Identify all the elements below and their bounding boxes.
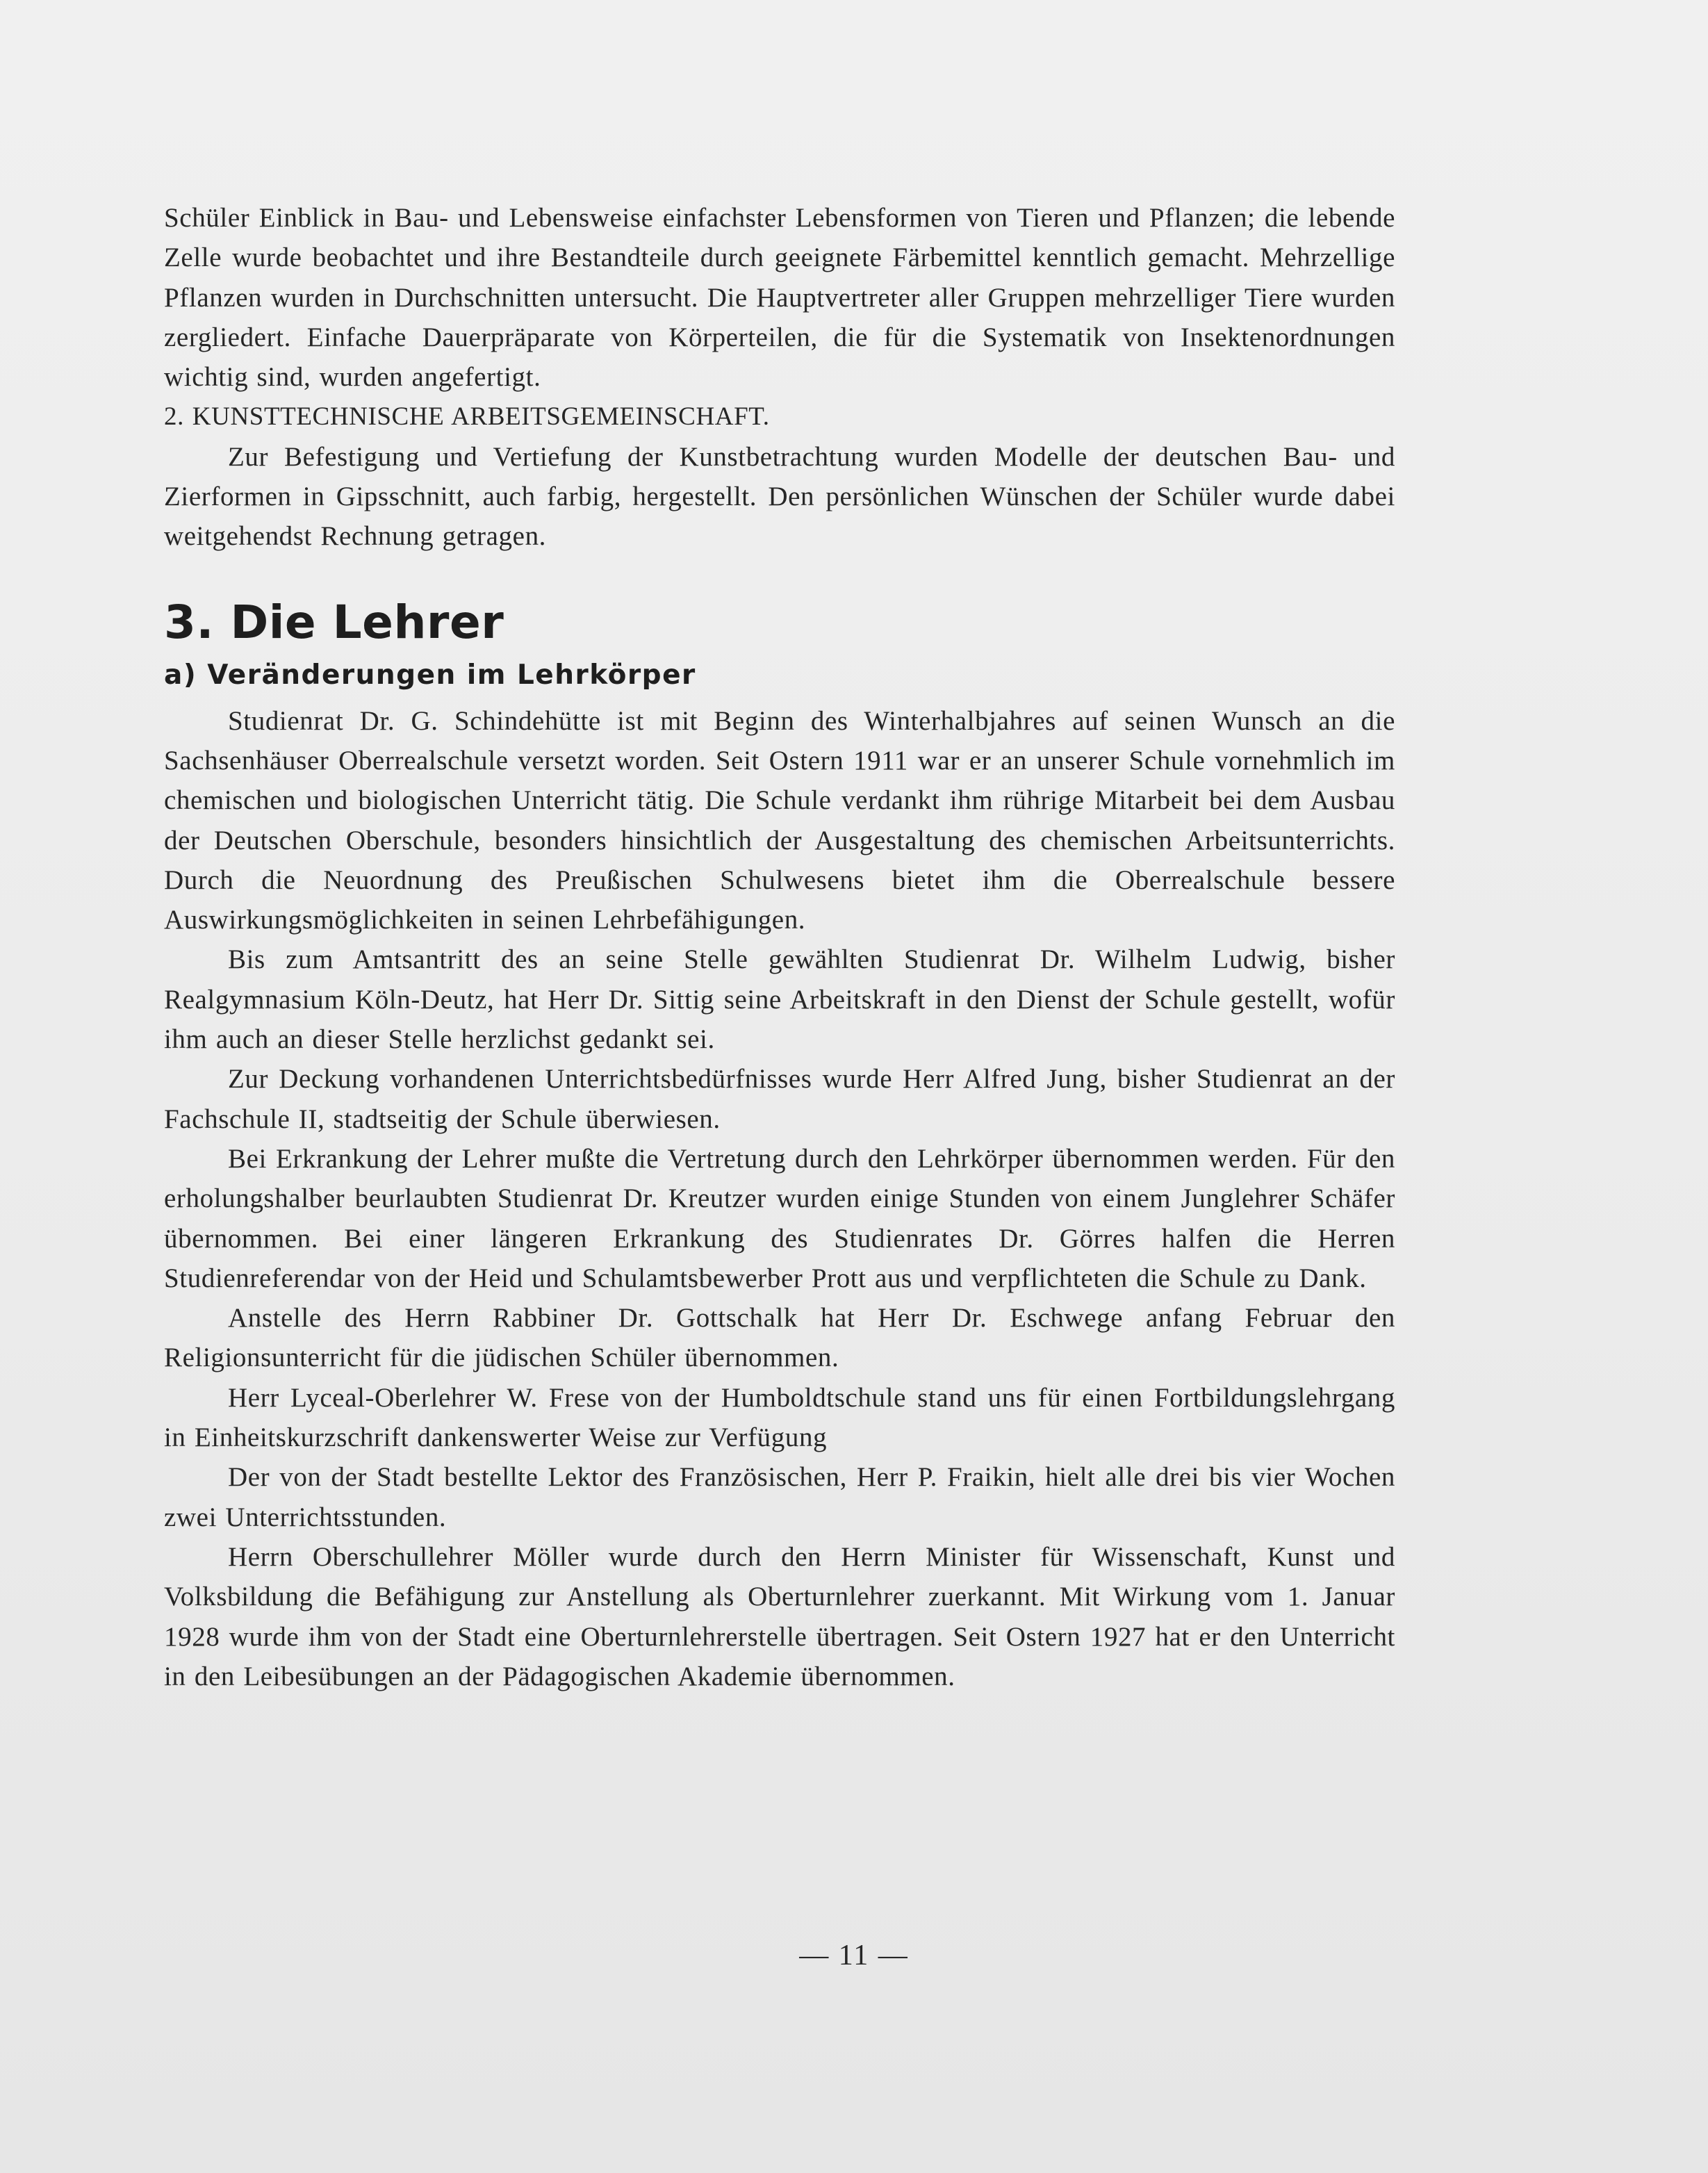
- section-heading: a) Veränderungen im Lehrkörper: [164, 659, 696, 691]
- paragraph-eschwege: Anstelle des Herrn Rabbiner Dr. Gottschalk hat Herr Dr. Eschwege anfang Februar den Religionsunterricht für die jüdischen Schüler übernommen.: [164, 1303, 1395, 1373]
- paragraph-art-workgroup: Zur Befestigung und Vertiefung der Kunstbetrachtung wurden Modelle der deutschen Bau- und Zierformen in Gipsschnitt, auch farbig, hergestellt. Den persönlichen Wünschen der Schüler wurde dabei weitgehendst Rechnung getragen.: [164, 441, 1395, 552]
- paragraph-vertretung: Bei Erkrankung der Lehrer mußte die Vertretung durch den Lehrkörper übernommen werden. Für den erholungshalber beurlaubten Studienrat Dr. Kreutzer wurden einige Stunden von einem Junglehrer Schäfer übernommen. Bei einer längeren Erkrankung des Studienrates Dr. Görres halfen die Herren Studienreferendar von der Heid und Schulamtsbewerber Prott aus und verpflichteten die Schule zu Dank.: [164, 1143, 1395, 1293]
- paragraph-moeller: Herrn Oberschullehrer Möller wurde durch den Herrn Minister für Wissenschaft, Kunst und Volksbildung die Befähigung zur Anstellung als Oberturnlehrer zuerkannt. Mit Wirkung vom 1. Januar 1928 wurde ihm von der Stadt eine Oberturnlehrerstelle übertragen. Seit Ostern 1927 hat er den Unterricht in den Leibesübungen an der Pädagogischen Akademie übernommen.: [164, 1541, 1395, 1691]
- page-number: — 11 —: [799, 1940, 909, 1971]
- page-content: [164, 198, 1395, 1696]
- paragraph-jung: Zur Deckung vorhandenen Unterrichtsbedürfnisses wurde Herr Alfred Jung, bisher Studienrat an der Fachschule II, stadtseitig der Schule überwiesen.: [164, 1064, 1395, 1134]
- paragraph-biology-continued: Schüler Einblick in Bau- und Lebensweise einfachster Lebensformen von Tieren und Pflanzen; die lebende Zelle wurde beobachtet und ihre Bestandteile durch geeignete Färbemittel kenntlich gemacht. Mehrzellige Pflanzen wurden in Durchschnitten untersucht. Die Hauptvertreter aller Gruppen mehrzelliger Tiere wurden zergliedert. Einfache Dauerpräparate von Körperteilen, die für die Systematik von Insektenordnungen wichtig sind, wurden angefertigt.: [164, 203, 1395, 393]
- paragraph-ludwig-sittig: Bis zum Amtsantritt des an seine Stelle gewählten Studienrat Dr. Wilhelm Ludwig, bisher Realgymnasium Köln-Deutz, hat Herr Dr. Sittig seine Arbeitskraft in den Dienst der Schule gestellt, wofür ihm auch an dieser Stelle herzlichst gedankt sei.: [164, 944, 1395, 1055]
- chapter-heading: 3. Die Lehrer: [164, 595, 504, 649]
- paragraph-frese: Herr Lyceal-Oberlehrer W. Frese von der Humboldtschule stand uns für einen Fortbildungslehrgang in Einheitskurzschrift dankenswerter Weise zur Verfügung: [164, 1382, 1395, 1453]
- paragraph-fraikin: Der von der Stadt bestellte Lektor des Französischen, Herr P. Fraikin, hielt alle drei bis vier Wochen zwei Unterrichtsstunden.: [164, 1462, 1395, 1532]
- paragraph-schindehuette: Studienrat Dr. G. Schindehütte ist mit Beginn des Winterhalbjahres auf seinen Wunsch an die Sachsenhäuser Oberrealschule versetzt worden. Seit Ostern 1911 war er an unserer Schule vornehmlich im chemischen und biologischen Unterricht tätig. Die Schule verdankt ihm rührige Mitarbeit bei dem Ausbau der Deutschen Oberschule, besonders hinsichtlich der Ausgestaltung des chemischen Arbeitsunterrichts. Durch die Neuordnung des Preußischen Schulwesens bietet ihm die Oberrealschule bessere Auswirkungsmöglichkeiten in seinen Lehrbefähigungen.: [164, 705, 1395, 935]
- subsection-heading: 2. KUNSTTECHNISCHE ARBEITSGEMEINSCHAFT.: [164, 402, 770, 432]
